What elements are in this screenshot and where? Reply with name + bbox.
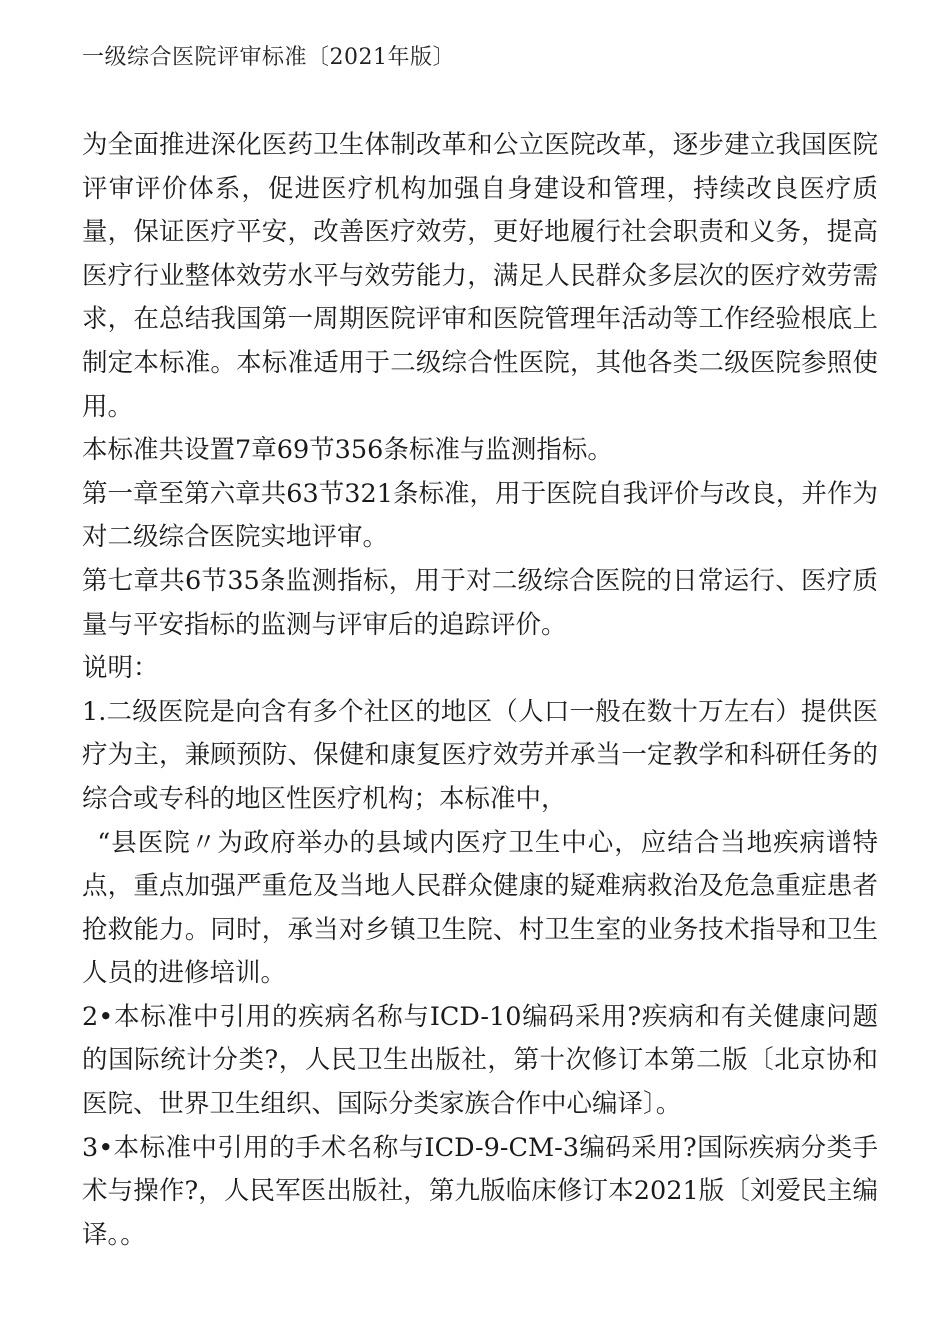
structure-summary-paragraph: 本标准共设置7章69节356条标准与监测指标。: [82, 435, 613, 466]
note-1-paragraph: 1.二级医院是向含有多个社区的地区（人口一般在数十万左右）提供医疗为主，兼顾预防、保健和康复医疗效劳并承当一定教学和科研任务的综合或专科的地区性医疗机构；本标准中，: [82, 696, 878, 814]
document-body: [82, 124, 878, 1257]
notes-heading: 说明：: [82, 653, 159, 684]
county-hospital-paragraph: “县医院〃为政府举办的县域内医疗卫生中心，应结合当地疾病谱特点，重点加强严重危及当地人民群众健康的疑难病救治及危急重症患者抢救能力。同时，承当对乡镇卫生院、村卫生室的业务技术指导和卫生人员的进修培训。: [82, 827, 878, 989]
chapters-one-to-six-paragraph: 第一章至第六章共63节321条标准，用于医院自我评价与改良，并作为对二级综合医院实地评审。: [82, 478, 878, 553]
document-title: 一级综合医院评审标准〔2021年版〕: [82, 45, 455, 70]
intro-paragraph: 为全面推进深化医药卫生体制改革和公立医院改革，逐步建立我国医院评审评价体系，促进医疗机构加强自身建设和管理，持续改良医疗质量，保证医疗平安，改善医疗效劳，更好地履行社会职责和义务，提高医疗行业整体效劳水平与效劳能力，满足人民群众多层次的医疗效劳需求，在总结我国第一周期医院评审和医院管理年活动等工作经验根底上制定本标准。本标准适用于二级综合性医院，其他各类二级医院参照使用。: [82, 130, 878, 422]
note-2-paragraph: 2•本标准中引用的疾病名称与ICD-10编码采用?疾病和有关健康问题的国际统计分类?，人民卫生出版社，第十次修订本第二版〔北京协和医院、世界卫生组织、国际分类家族合作中心编译〕。: [82, 1001, 878, 1120]
note-3-paragraph: 3•本标准中引用的手术名称与ICD-9-CM-3编码采用?国际疾病分类手术与操作?，人民军医出版社，第九版临床修订本2021版〔刘爱民主编译。。: [82, 1132, 878, 1250]
chapter-seven-paragraph: 第七章共6节35条监测指标，用于对二级综合医院的日常运行、医疗质量与平安指标的监测与评审后的追踪评价。: [82, 565, 878, 640]
